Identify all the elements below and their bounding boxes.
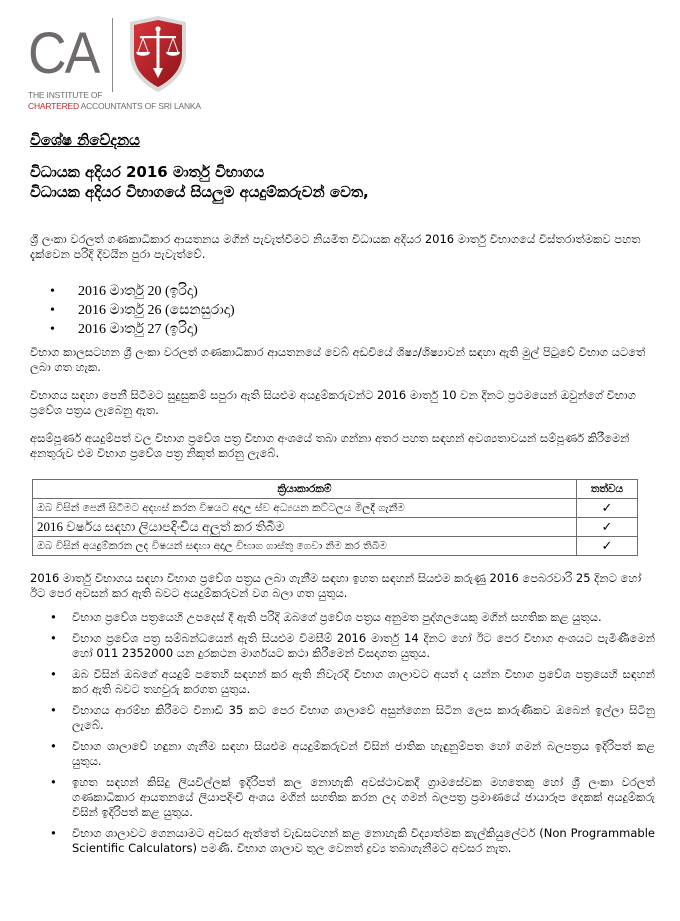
logo-text-line2: [28, 101, 201, 111]
logo-ca-mark: CA: [28, 21, 99, 86]
deadline-paragraph: 2016 මාර්තු විභාගය සඳහා විභාග ප්‍රවේශ පත්‍රය ලබා ගැනීම සඳහා ඉහත සඳහන් සියළුම කරුණු 2016 පෙබරවාරි 25 දිනට හෝ ඊට පෙර අවසන් කර ඇති බවට අයදුම්කරුවන් වග බලා ගත යුතුය.: [30, 571, 642, 600]
exam-date-item: • 2016 මාර්තු 27 (ඉරිදා): [50, 320, 235, 339]
intro-paragraph: ශ්‍රී ලංකා වරලත් ගණකාධිකාර ආයතනය මගින් පැවැත්වීමට නියමිත විධායක අදියර 2016 මාර්තු විභාගයේ විස්තරාත්මකව පහත දැක්වෙන පරිදි දිවයින පුරා පැවැත්වේ.: [30, 232, 641, 261]
rule-item: • විභාගය ආරම්භ කිරීමට විනාඩි 35 කට පෙර විභාග ශාලාවේ අසුන්ගෙන සිටින ලෙස කාරුණිකව ඔබෙන් ඉල්ලා සිටිනු ලැබේ.: [50, 703, 655, 733]
activity-cell: ඔබ විසින් අයදුම්කරන ලද විෂයන් සඳහා අදාල විභාග ගාස්තු ගෙවා නිම කර තිබීම: [33, 537, 577, 556]
incomplete-applications-paragraph: අසම්පූර්ණ අයදුම්පත් වල විභාග ප්‍රවේශ පත්‍ර විභාග අංශයේ තබා ගන්නා අතර පහත සඳහන් අවශ්‍යතාවයන් සම්පූර්ණ කිරීමෙන් අනතුරුව එම විභාග ප්‍රවේශ පත්‍ර නිකුත් කරනු ලැබේ.: [30, 431, 630, 460]
table-row: [33, 537, 638, 556]
table-header-row: [33, 480, 638, 499]
requirements-table: [32, 479, 638, 556]
logo-text-rest: ACCOUNTANTS OF SRI LANKA: [78, 101, 201, 111]
institute-logo: [28, 10, 328, 110]
rule-item: • විභාග ප්‍රවේශ පත්‍ර සම්බන්ධයෙන් ඇති සියළුම විමසීම් 2016 මාර්තු 14 දිනට හෝ ඊට පෙර විභාග අංශයට පැමිණීමෙන් හෝ 011 2352000 යන දුරකථන මාර්ගයට කථා කිරීමෙන් විසදාගත යුතුය.: [50, 631, 655, 661]
check-mark-icon: ✓: [577, 518, 638, 537]
logo-divider: [112, 18, 113, 92]
admission-card-paragraph: විභාගය සඳහා පෙනී සිටීමට සුදුසුකම් සපුරා ඇති සියළුම අයදුම්කරුවන්ට 2016 මාර්තු 10 වන දිනට ප්‍රථමයෙන් ඔවුන්ගේ විභාග ප්‍රවේශ පත්‍රය ලැබෙනු ඇත.: [30, 388, 636, 417]
check-mark-icon: ✓: [577, 537, 638, 556]
logo-text-chartered: CHARTERED: [28, 101, 79, 111]
logo-text-line1: THE INSTITUTE OF: [28, 90, 103, 100]
rule-item: • විභාග ශාලාවට ගෙනයාමට අවසර ඇත්තේ වැඩසටහන් කළ නොහැකි විද්‍යාත්මක කැල්කියුලේටර් (Non Programmable Scientific Calculators) පමණි. විභාග ශාලාව තුල වෙනත් ද්‍රව්‍ය තබාගැනීමට අවසර නැත.: [50, 826, 655, 856]
column-header-status: තත්වය: [577, 480, 638, 499]
exam-dates-list: [50, 282, 235, 339]
timetable-paragraph: විභාග කාලසටහන ශ්‍රී ලංකා වරලත් ගණකාධිකාර ආයතනයේ වෙබ් අඩවියේ ශිෂ්‍ය/ශිෂ්‍යාවන් සඳහා ඇති මුල් පිටුවේ විභාග යටතේ ලබා ගත හැක.: [30, 345, 646, 374]
check-mark-icon: ✓: [577, 499, 638, 518]
scales-of-justice-shield-icon: [126, 14, 190, 94]
activity-cell: ඔබ විසින් පෙනී සිටීමට අදහස් කරන විෂයට අදාල ස්ව අධ්‍යයන කට්ටලය මිලදී ගැනීම: [33, 499, 577, 518]
rule-item: • ඉහත සඳහන් කිසිදු ලියවිල්ලක් ඉදිරිපත් කල නොහැකි අවස්ථාවකදී ග්‍රාමසේවක මහතෙකු හෝ ශ්‍රී ලංකා වරලත් ගණකාධිකාර ආයතනයේ ලියාපදිංචි අංශය මගින් සහතික කරන ලද ගමන් බලපත්‍ර ප්‍රමාණයේ ඡායාරූප දෙකක් අයදුම්කරු විසින් ඉදිරිපත් කළ යුතුය.: [50, 775, 655, 820]
exam-date-item: • 2016 මාර්තු 26 (සෙනසුරාදා): [50, 301, 235, 320]
rule-item: • විභාග ශාලාවේ හඳුනා ගැනීම සඳහා සියළුම අයදුම්කරුවන් විසින් ජාතික හැඳුනුම්පත හෝ ගමන් බලපත්‍රය ඉදිරිපත් කළ යුතුය.: [50, 739, 655, 769]
exam-date-item: • 2016 මාර්තු 20 (ඉරිදා): [50, 282, 235, 301]
exam-rules-list: [50, 610, 655, 862]
activity-cell: 2016 වර්ෂය සඳහා ලියාපදිංචිය අලුත් කර තිබීම: [33, 518, 577, 537]
exam-title: විධායක අදියර 2016 මාර්තු විභාගය: [30, 163, 265, 181]
rule-item: • ඔබ විසින් ඔබගේ අයදුම් පතෙහි සඳහන් කර ඇති නිවැරදි විභාග ශාලාවට අයත් ද යන්න විභාග ප්‍රවේශ පත්‍රයෙහි සඳහන් කර ඇති බවට තහවුරු කරගත යුතුය.: [50, 667, 655, 697]
table-row: [33, 499, 638, 518]
table-row: [33, 518, 638, 537]
rule-item: • විභාග ප්‍රවේශ පත්‍රයෙහි උපදෙස් දී ඇති පරිදි ඔබගේ ප්‍රවේශ පත්‍රය අනුමත පුද්ගලයෙකු මගින් සහතික කළ යුතුය.: [50, 610, 655, 625]
notice-heading: විශේෂ නිවේදනය: [30, 131, 140, 149]
addressee-line: විධායක අදියර විභාගයේ සියලුම අයදුම්කරුවන් වෙත,: [30, 183, 369, 201]
column-header-activity: ක්‍රියාකාරකම්: [33, 480, 577, 499]
